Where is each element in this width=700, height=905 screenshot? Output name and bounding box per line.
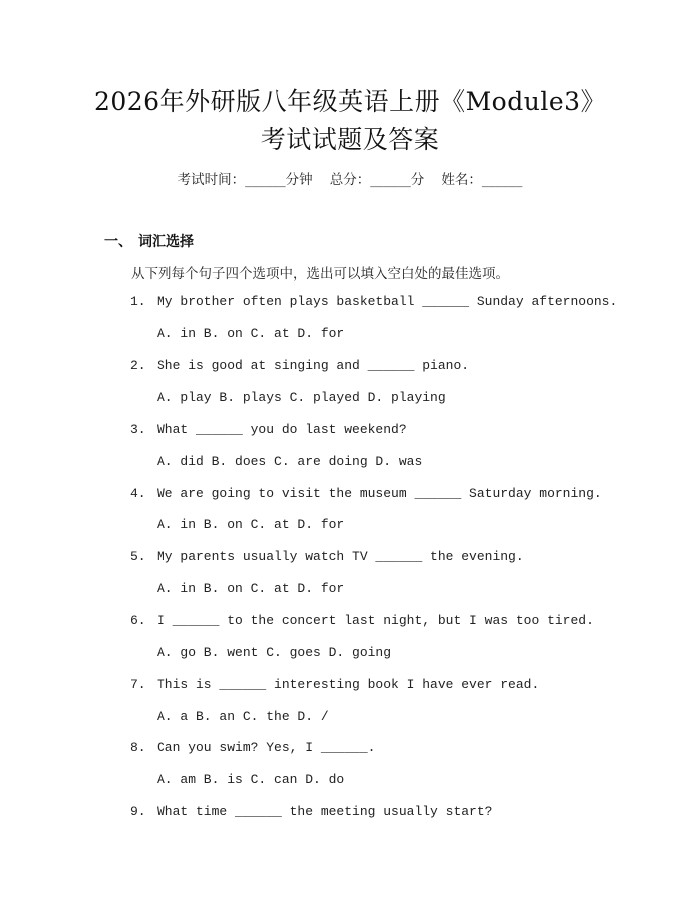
question-7-options: A. a B. an C. the D. / — [157, 709, 329, 724]
question-number: 9. — [130, 804, 146, 819]
section-title: 词汇选择 — [138, 234, 194, 250]
section-heading — [104, 231, 194, 251]
question-5-options: A. in B. on C. at D. for — [157, 581, 345, 596]
question-4 — [130, 486, 602, 501]
question-text: I ______ to the concert last night, but I was too tired. — [157, 613, 594, 628]
question-6-options: A. go B. went C. goes D. going — [157, 645, 392, 660]
question-8-options: A. am B. is C. can D. do — [157, 772, 345, 787]
question-3-options: A. did B. does C. are doing D. was — [157, 454, 423, 469]
question-text: My parents usually watch TV ______ the evening. — [157, 549, 524, 564]
exam-meta-line: 考试时间：______分钟 总分：______分 姓名：______ — [177, 172, 523, 188]
question-2 — [130, 358, 469, 373]
question-text: What time ______ the meeting usually start? — [157, 804, 493, 819]
question-8 — [130, 740, 375, 755]
question-5 — [130, 549, 524, 564]
question-3 — [130, 422, 407, 437]
question-4-options: A. in B. on C. at D. for — [157, 517, 345, 532]
question-number: 8. — [130, 740, 146, 755]
section-instruction: 从下列每个句子四个选项中，选出可以填入空白处的最佳选项。 — [131, 266, 509, 282]
question-number: 3. — [130, 422, 146, 437]
question-text: This is ______ interesting book I have ever read. — [157, 677, 540, 692]
question-2-options: A. play B. plays C. played D. playing — [157, 390, 446, 405]
question-text: Can you swim? Yes, I ______. — [157, 740, 376, 755]
question-7 — [130, 677, 539, 692]
document-title-line2: 考试试题及答案 — [260, 125, 440, 154]
question-text: My brother often plays basketball ______ Sunday afternoons. — [157, 294, 618, 309]
question-1 — [130, 294, 617, 309]
question-number: 1. — [130, 294, 146, 309]
question-text: What ______ you do last weekend? — [157, 422, 407, 437]
document-title-line1: 2026年外研版八年级英语上册《Module3》 — [93, 87, 607, 116]
question-9 — [130, 804, 492, 819]
question-text: She is good at singing and ______ piano. — [157, 358, 470, 373]
question-number: 4. — [130, 486, 146, 501]
question-number: 5. — [130, 549, 146, 564]
section-number: 一、 — [104, 234, 132, 250]
question-number: 6. — [130, 613, 146, 628]
question-6 — [130, 613, 594, 628]
question-1-options: A. in B. on C. at D. for — [157, 326, 345, 341]
question-text: We are going to visit the museum ______ Saturday morning. — [157, 486, 602, 501]
question-number: 7. — [130, 677, 146, 692]
question-number: 2. — [130, 358, 146, 373]
